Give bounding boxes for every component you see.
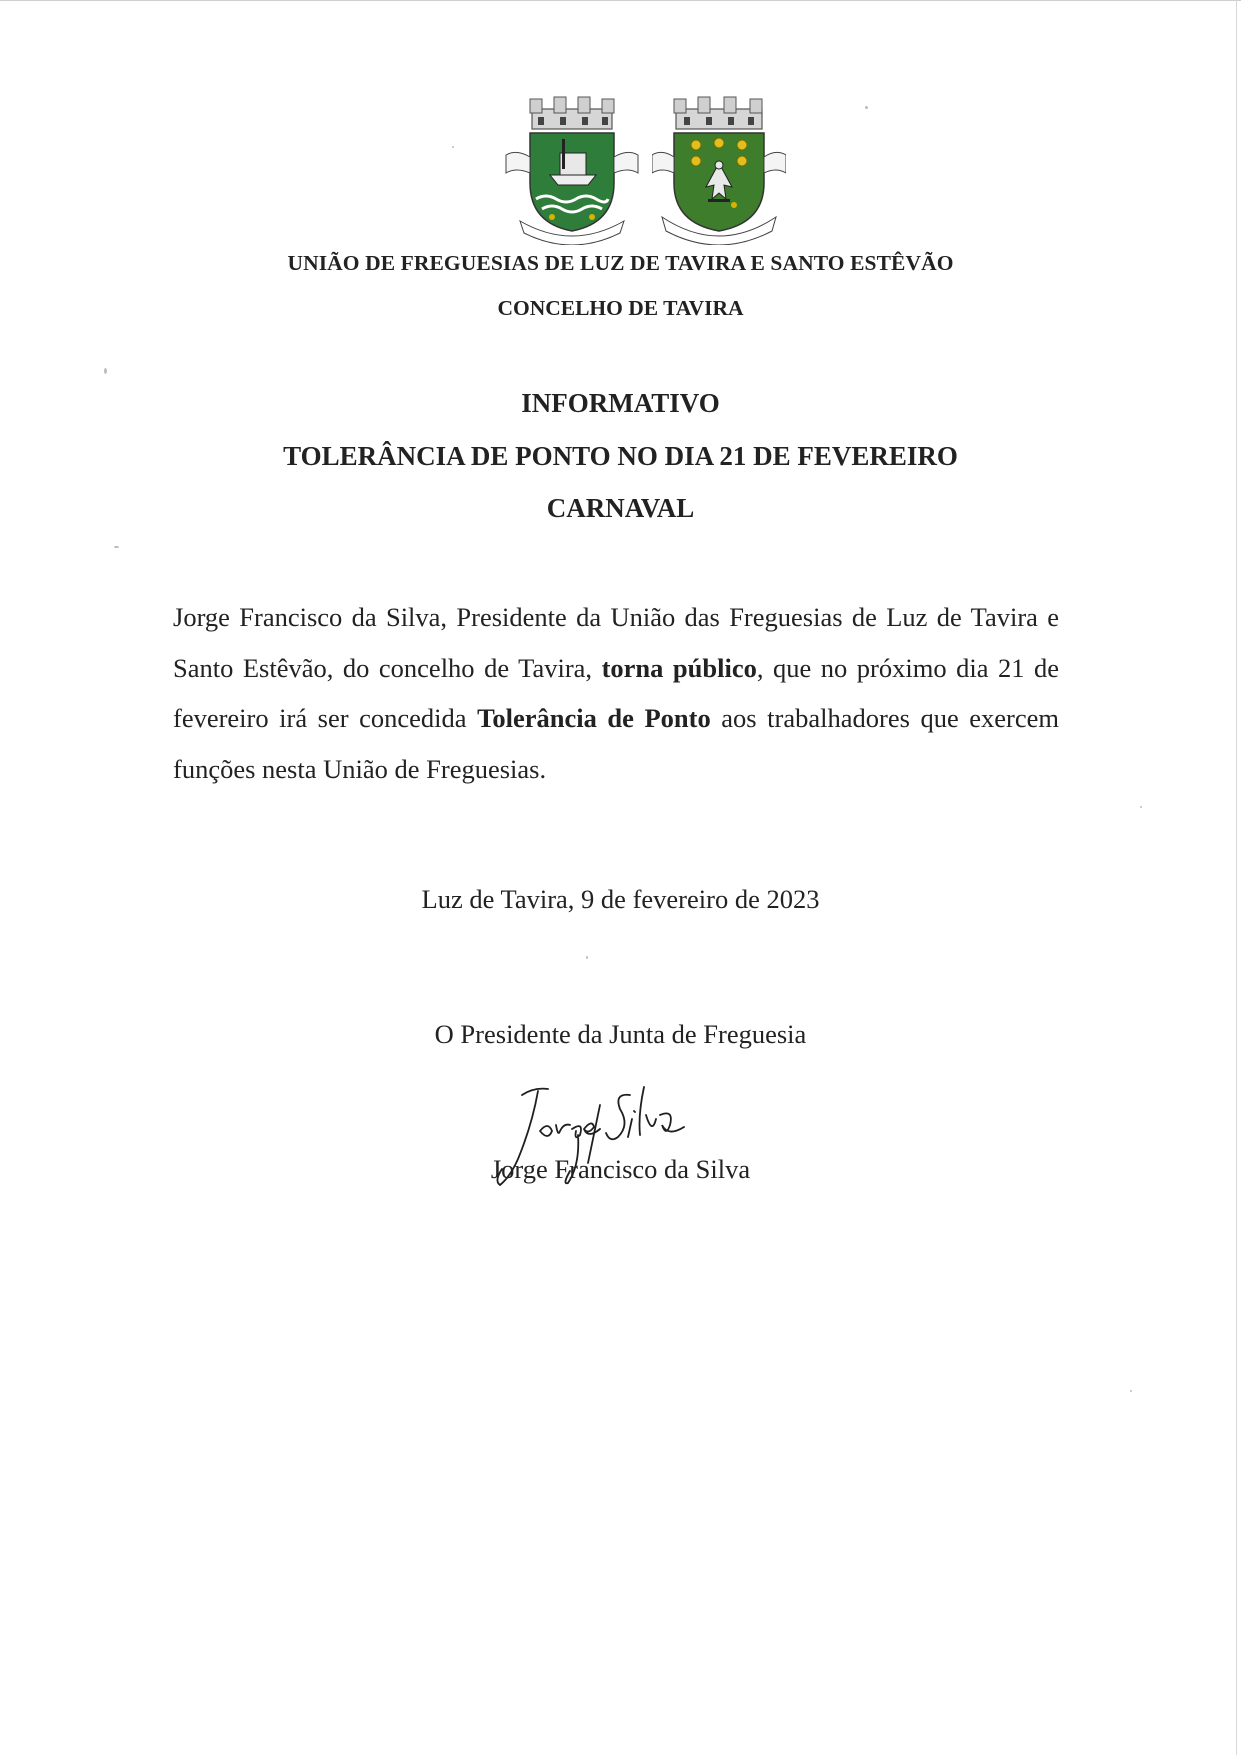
signatory-role: O Presidente da Junta de Freguesia <box>434 1019 807 1049</box>
place-date: Luz de Tavira, 9 de fevereiro de 2023 <box>421 884 820 914</box>
crests-header <box>0 95 1241 245</box>
scan-speck <box>1130 1390 1132 1392</box>
parish-union-name: UNIÃO DE FREGUESIAS DE LUZ DE TAVIRA E SANTO ESTÊVÃO <box>287 251 954 275</box>
body-text-part-2: , que no próximo dia 21 de fevereiro irá ser concedida <box>173 652 1060 733</box>
municipality-name: CONCELHO DE TAVIRA <box>497 296 744 320</box>
signatory-name: Jorge Francisco da Silva <box>490 1154 751 1184</box>
scan-speck <box>865 106 868 109</box>
scan-speck <box>104 368 107 374</box>
scan-speck <box>1140 806 1142 808</box>
notice-subtitle: CARNAVAL <box>546 493 695 523</box>
scan-speck <box>114 546 119 548</box>
notice-title: TOLERÂNCIA DE PONTO NO DIA 21 DE FEVEREIRO <box>283 441 958 471</box>
body-text-part-3: aos trabalhadores que exercem funções nesta União de Freguesias. <box>173 703 1059 784</box>
body-bold-torna-publico: torna público <box>601 652 757 683</box>
coat-of-arms-luz-tavira-icon <box>502 95 642 245</box>
coat-of-arms-santo-estevao-icon <box>652 95 786 245</box>
scan-speck <box>452 146 454 148</box>
scan-speck <box>586 956 588 959</box>
document-type-title: INFORMATIVO <box>521 388 720 418</box>
body-text-part-1: Jorge Francisco da Silva, Presidente da União das Freguesias de Luz de Tavira e Santo Estêvão, do concelho de Tavira, <box>173 602 1059 683</box>
scan-edge-top <box>0 0 1241 1</box>
notice-body <box>173 592 1059 794</box>
body-bold-tolerancia-de-ponto: Tolerância de Ponto <box>477 703 711 733</box>
